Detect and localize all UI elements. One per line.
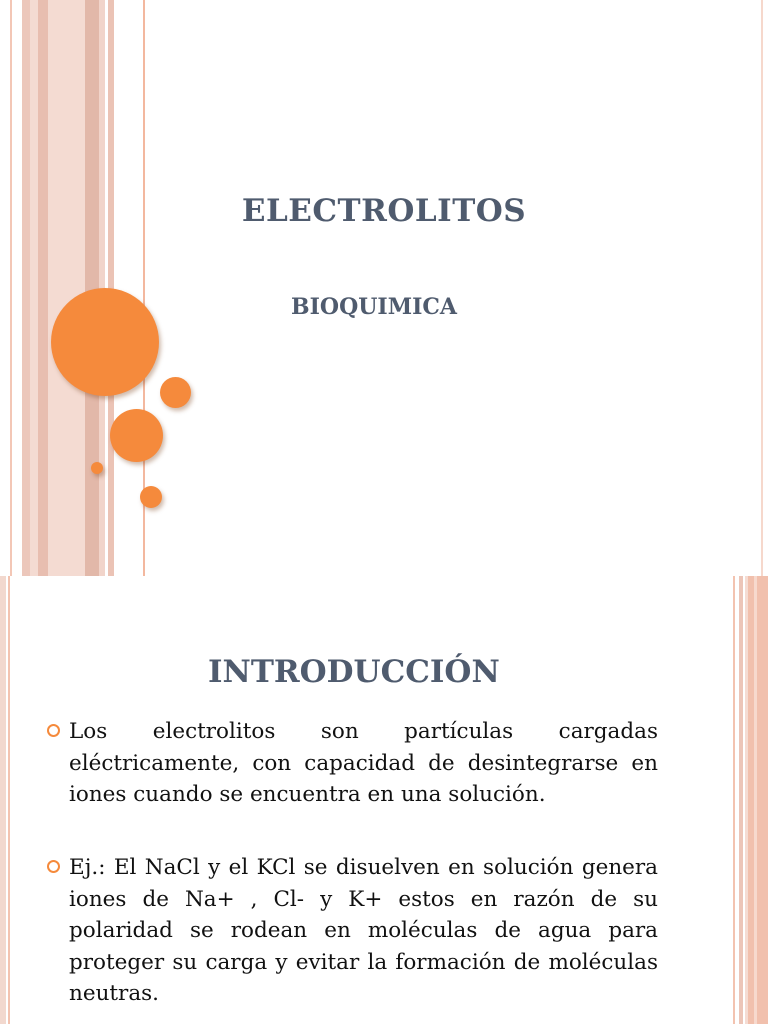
decorative-stripe [8,576,10,1024]
decorative-circle [160,377,191,408]
bullet-text: Los electrolitos son partículas cargadas eléctricamente, con capacidad de desintegrarse en iones cuando se encuentra en una solución. [69,719,658,807]
slide-title: ELECTROLITOS [241,193,527,229]
slide-subtitle: BIOQUIMICA [291,294,457,320]
decorative-circle [91,462,103,474]
decorative-stripe [733,576,735,1024]
decorative-stripe [748,576,768,1024]
decorative-stripe [38,0,48,576]
decorative-stripe [0,576,6,1024]
decorative-circle [110,409,163,462]
decorative-circle [140,486,162,508]
bullet-circle-icon [47,860,60,873]
decorative-stripe [754,576,757,1024]
decorative-stripe [739,576,743,1024]
decorative-stripe [761,0,763,576]
decorative-stripe [10,0,12,576]
decorative-stripe [22,0,30,576]
intro-slide [0,576,768,1024]
bullet-circle-icon [47,724,60,737]
bullet-text: Ej.: El NaCl y el KCl se disuelven en solución genera iones de Na+ , Cl- y K+ estos en razón de su polaridad se rodean en moléculas de agua para proteger su carga y evitar la formación de moléculas neutras. [69,855,658,1006]
slide-title: INTRODUCCIÓN [208,654,500,690]
